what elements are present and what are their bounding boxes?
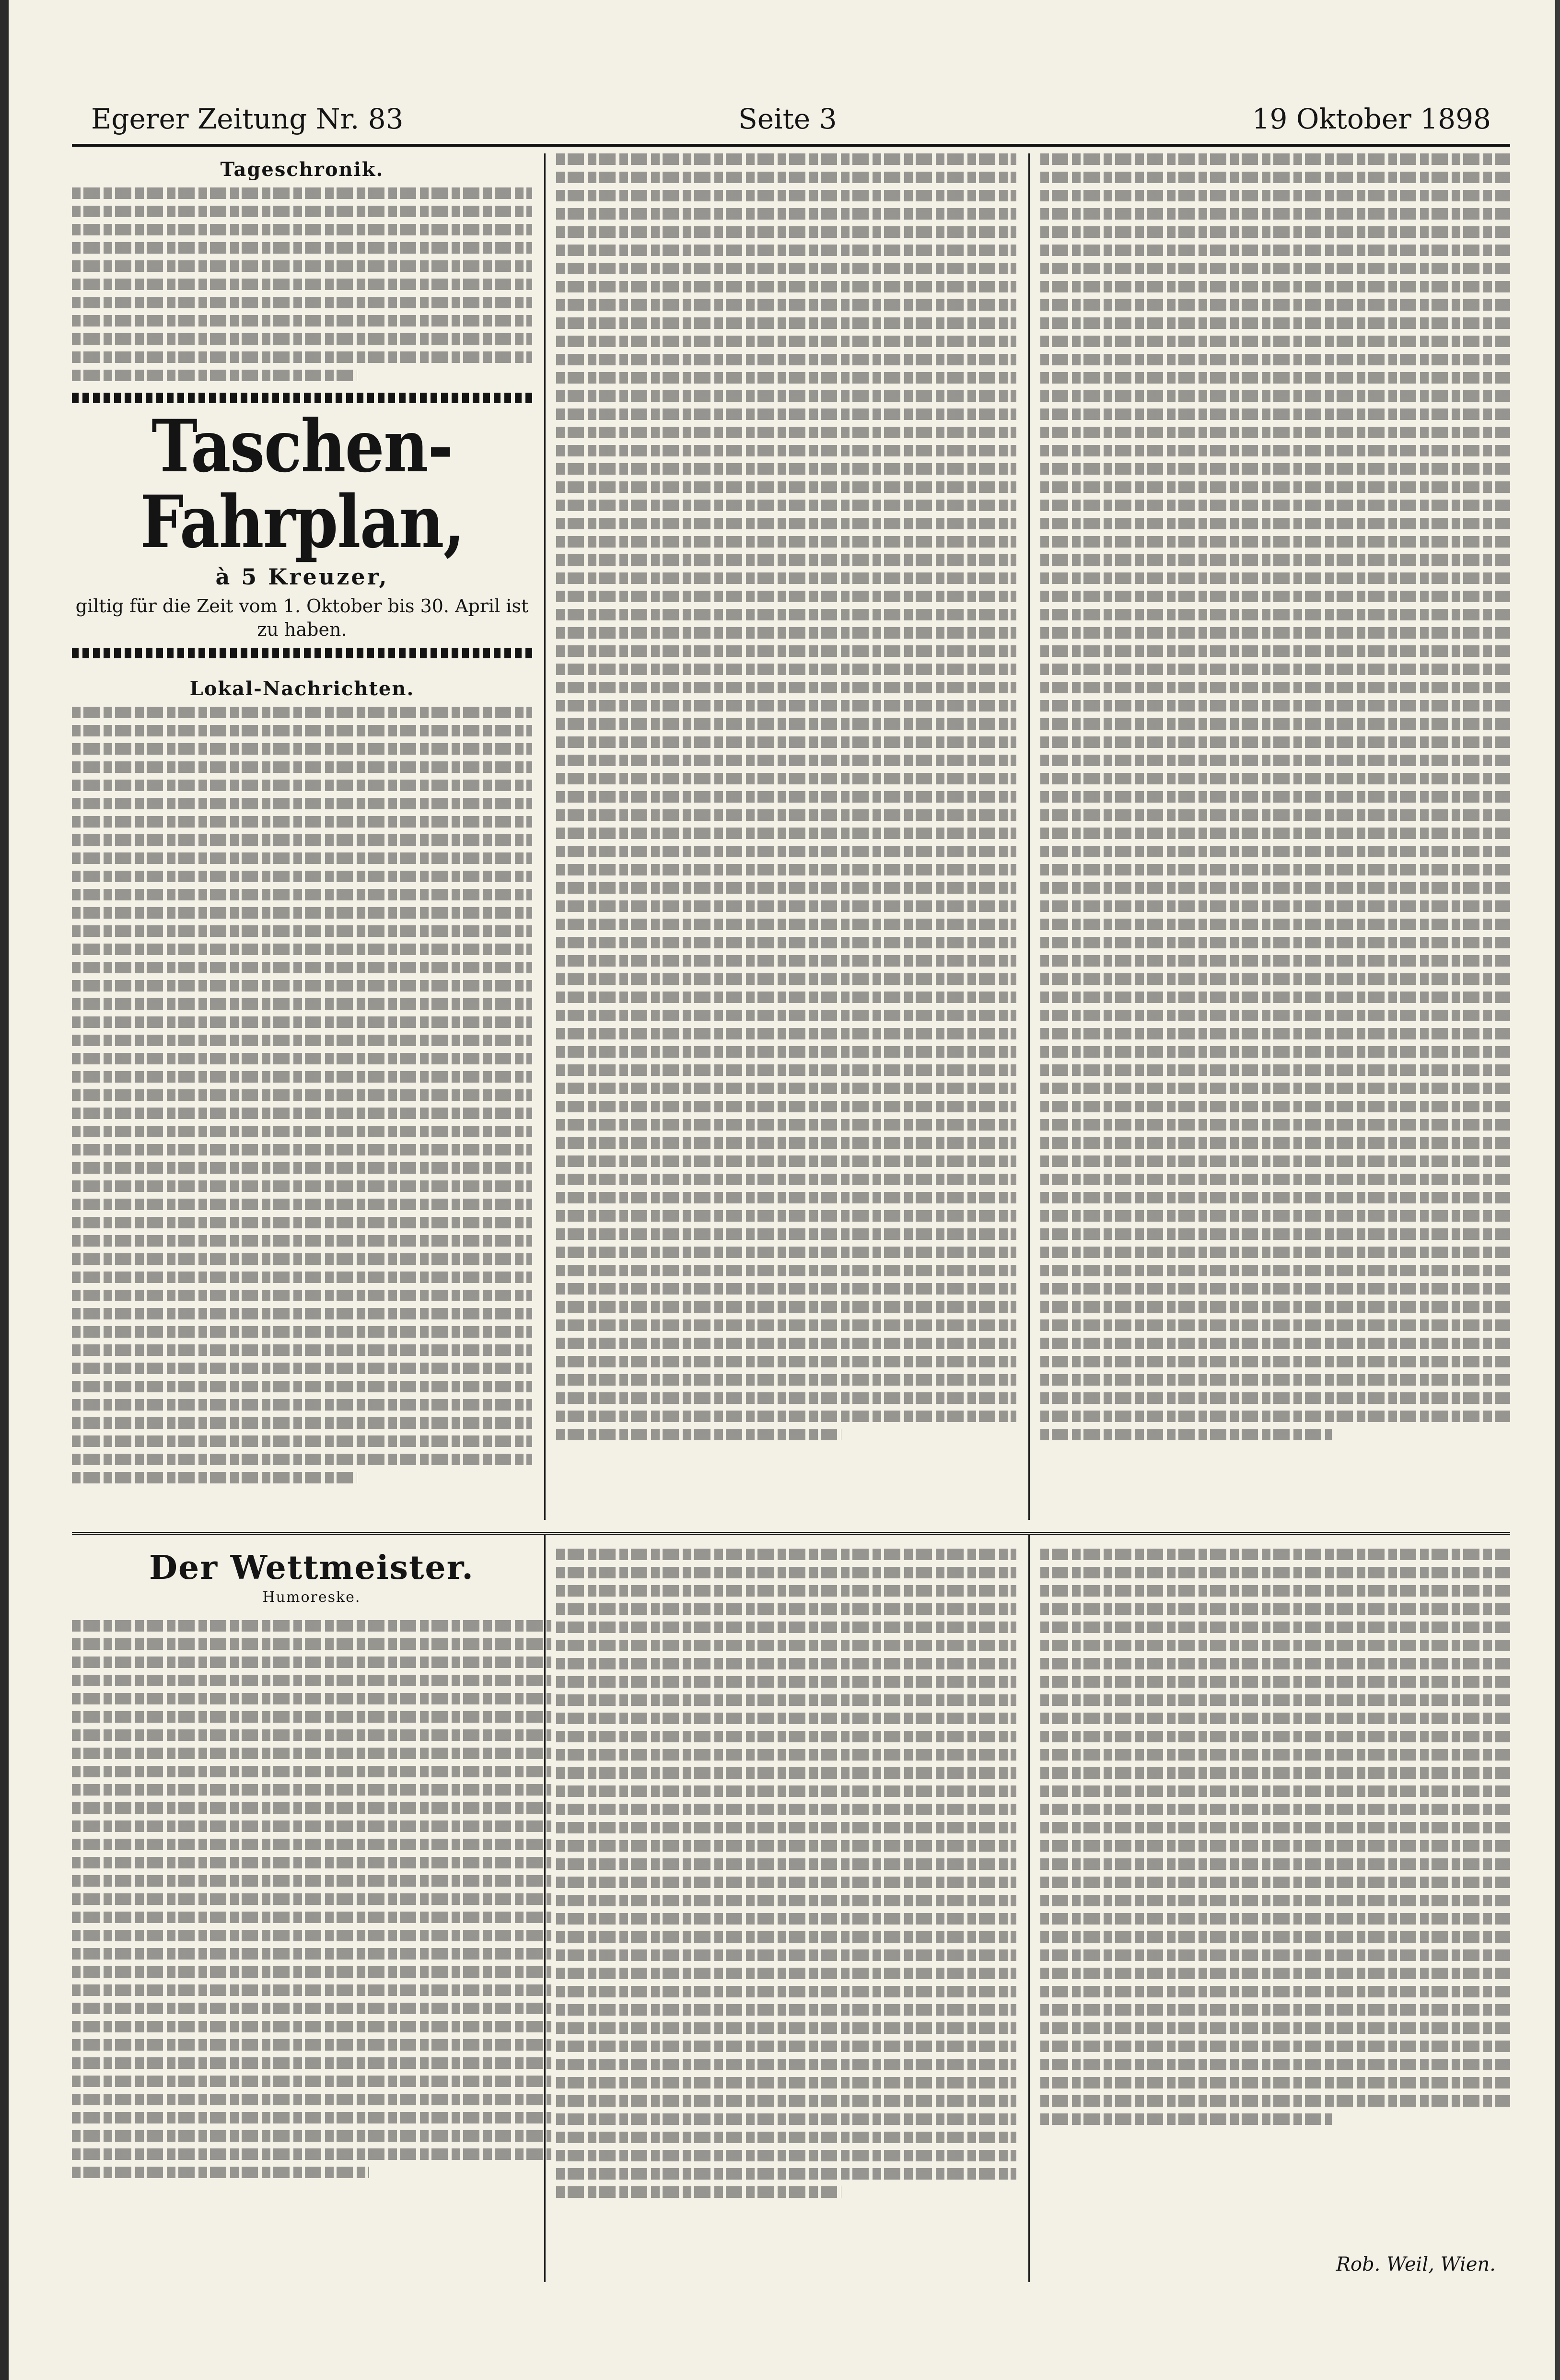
feuilleton-title: Der Wettmeister. (149, 1549, 474, 1587)
paper-name: Egerer Zeitung Nr. 83 (91, 103, 404, 135)
page-number: Seite 3 (738, 103, 837, 135)
timetable-advertisement (72, 393, 532, 658)
column-rule (544, 153, 546, 1520)
article-text (72, 187, 532, 381)
ad-validity: giltig für die Zeit vom 1. Oktober bis 30. April ist zu haben. (75, 595, 529, 641)
masthead (72, 96, 1510, 147)
ad-border-top (72, 393, 532, 403)
ad-title: Taschen-Fahrplan, (140, 404, 464, 564)
scan-edge-right (1555, 0, 1560, 2380)
feuilleton-column-1 (72, 1549, 551, 2185)
column-rule (1028, 1534, 1030, 2282)
article-text (556, 153, 1016, 1440)
author-signature: Rob. Weil, Wien. (1336, 2253, 1496, 2275)
column-1 (72, 153, 532, 1490)
section-heading-lokal: Lokal-Nachrichten. (189, 677, 415, 700)
feuilleton-column-2 (556, 1549, 1016, 2205)
newspaper-page (72, 67, 1510, 2349)
feuilleton-genre: Humoreske. (262, 1589, 361, 1606)
story-text (1040, 1549, 1510, 2125)
ad-border-bottom (72, 648, 532, 658)
ad-price: à 5 Kreuzer, (215, 564, 389, 590)
column-3 (1040, 153, 1510, 1447)
section-heading-tageschronik: Tageschronik. (220, 158, 384, 181)
column-rule (1028, 153, 1030, 1520)
feuilleton-column-3 (1040, 1549, 1510, 2132)
article-text (72, 707, 532, 1483)
scan-edge-left (0, 0, 9, 2380)
story-text (556, 1549, 1016, 2198)
column-2 (556, 153, 1016, 1447)
issue-date: 19 Oktober 1898 (1252, 103, 1491, 135)
article-text (1040, 153, 1510, 1440)
feuilleton-divider (72, 1532, 1510, 1535)
story-text (72, 1620, 551, 2178)
